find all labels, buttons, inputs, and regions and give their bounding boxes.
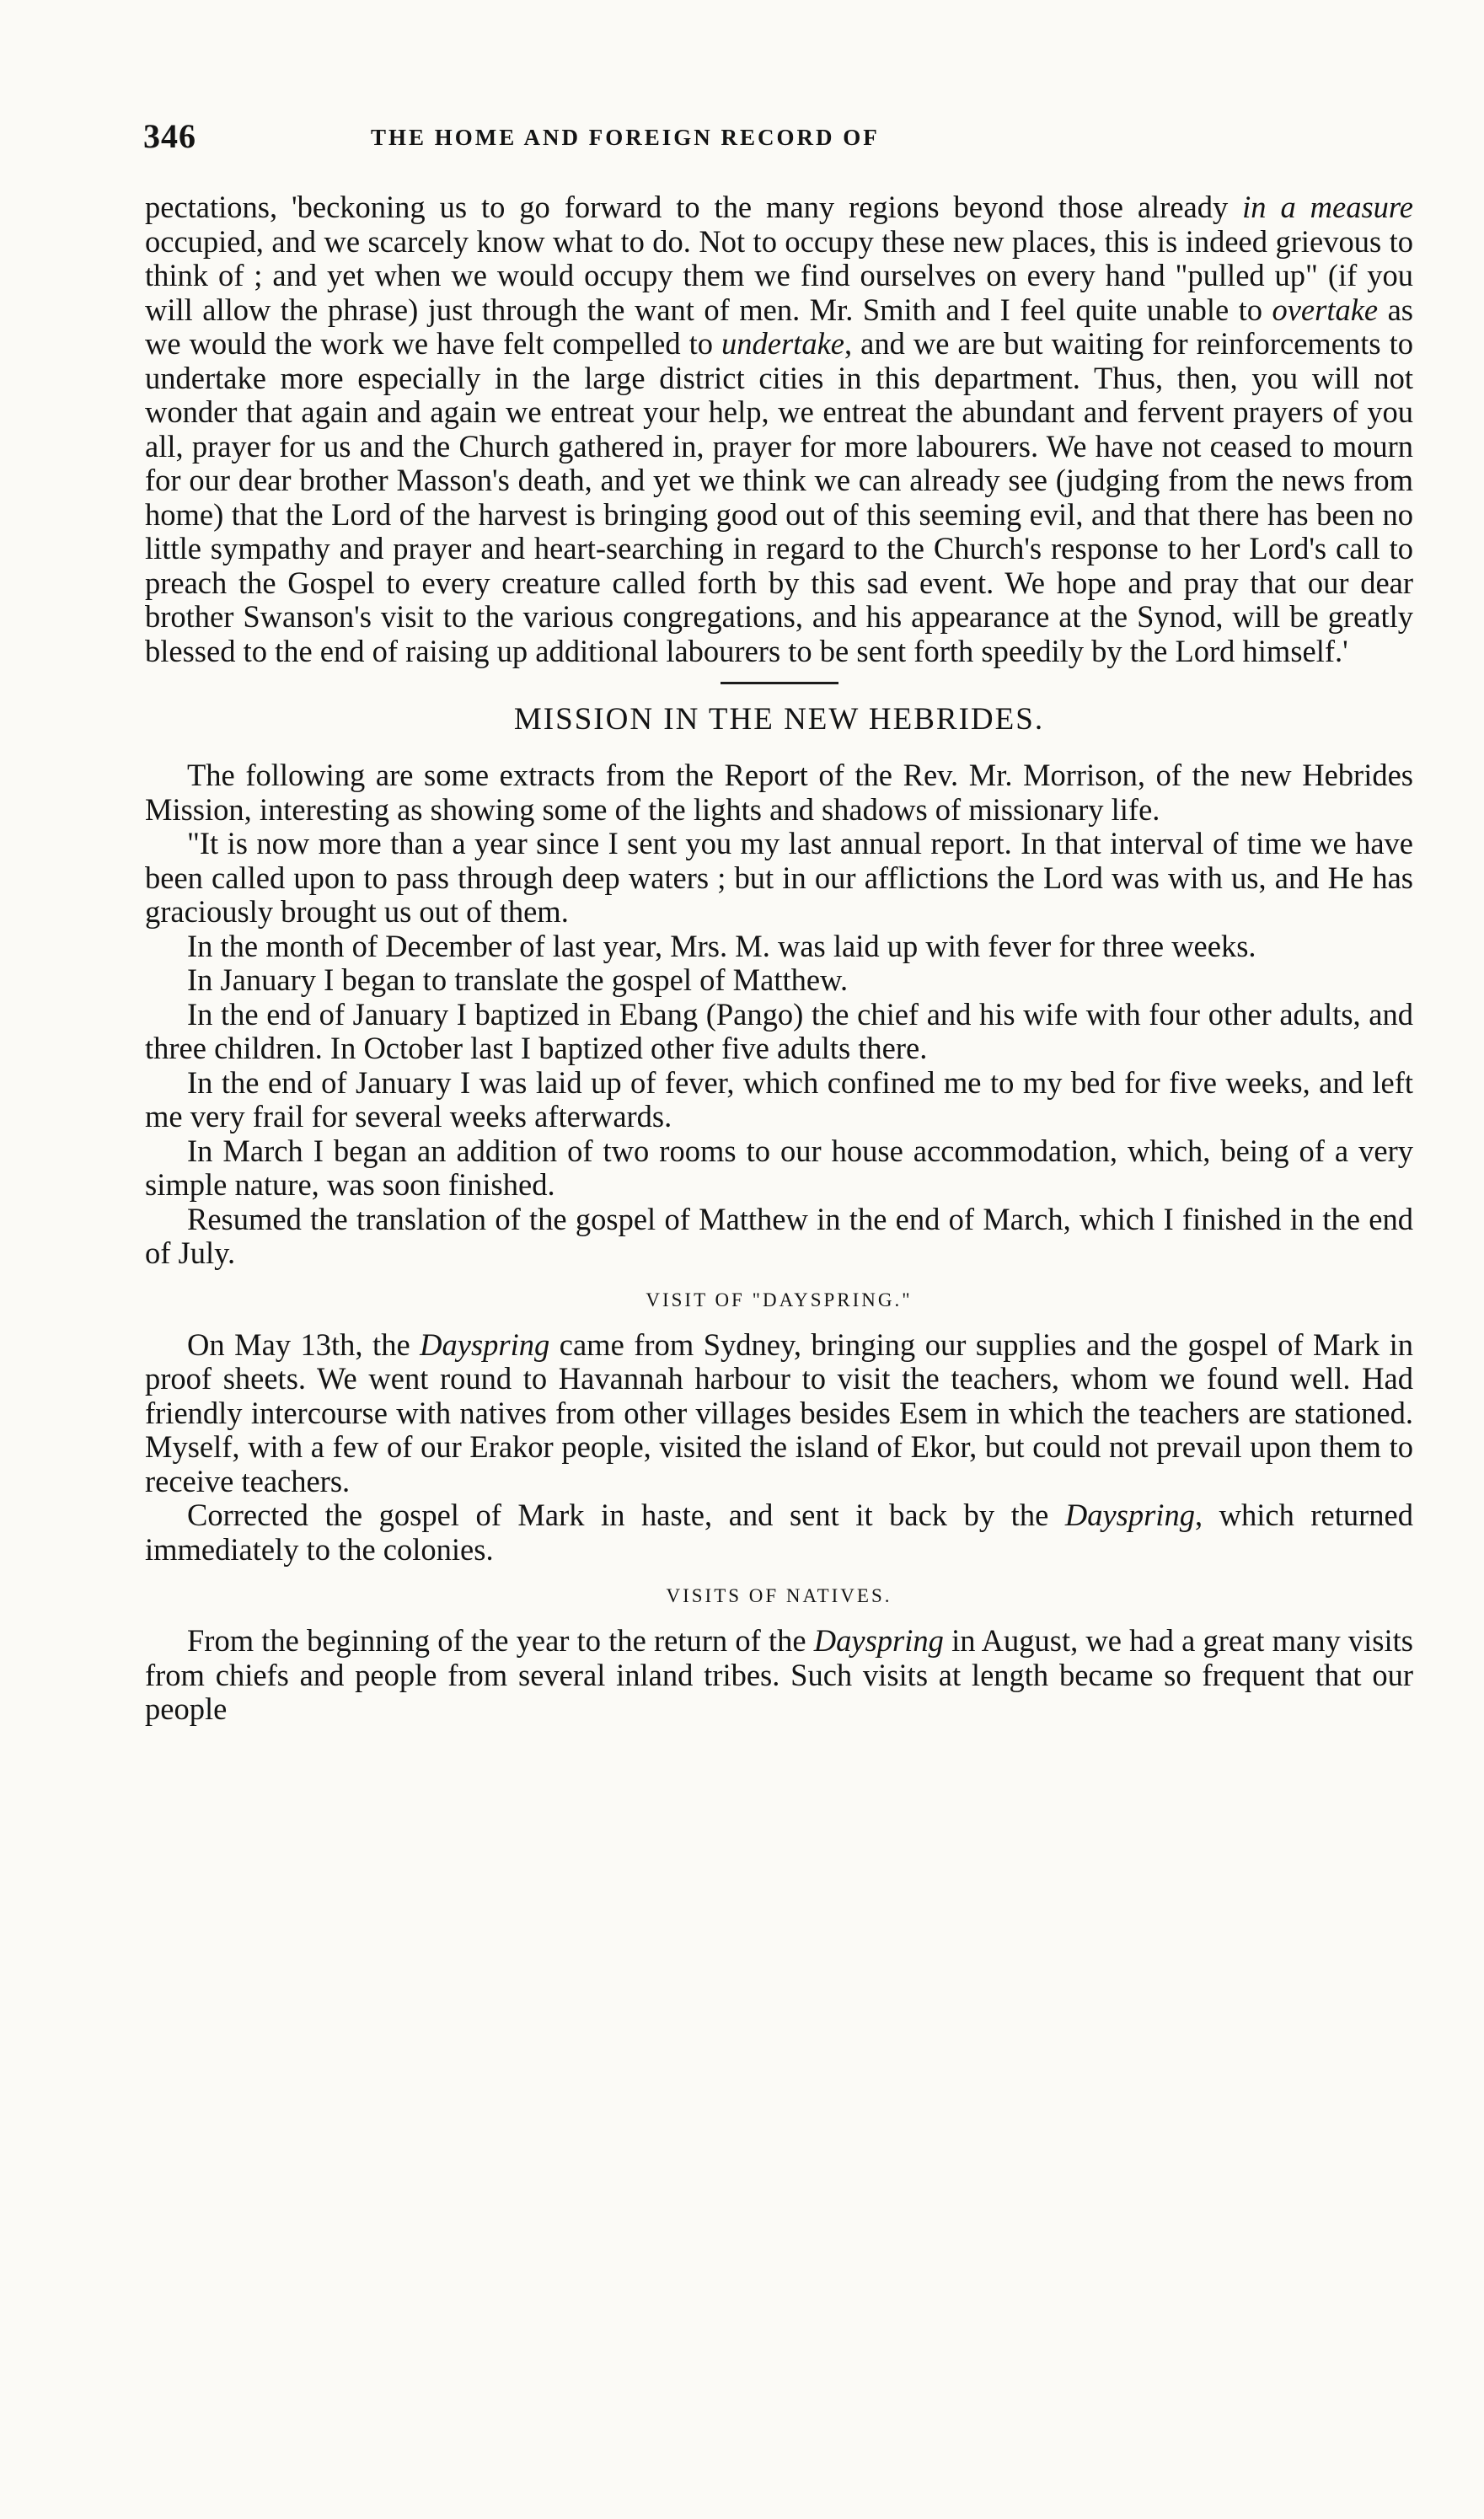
section-paragraph: In January I began to translate the gospel of Matthew. (187, 962, 849, 997)
intro-emphasis-2: overtake (1272, 292, 1379, 327)
section-title: MISSION IN THE NEW HEBRIDES. (513, 702, 1045, 737)
intro-emphasis-1: in a measure (1242, 190, 1413, 224)
natives-text-2: in August, we had a great many visits from chiefs and people from several inland tribes. Such visits at length became so frequent that our people (145, 1623, 1413, 1726)
intro-text-3: as we would the work we have felt compelled to (145, 292, 1414, 361)
natives-paragraph (145, 1624, 1413, 1727)
section-paragraph: In March I began an addition of two rooms to our house accommodation, which, being of a very simple nature, was soon finished. (145, 1133, 1413, 1202)
intro-emphasis-3: undertake (721, 326, 844, 361)
intro-text-4: , and we are but waiting for reinforcements to undertake more especially in the large district cities in this department. Thus, then, you will not wonder that again and again we entreat your help, we entreat the abundant and fervent prayers of you all, prayer for us and the Church gathered in, prayer for more labourers. We have not ceased to mourn for our dear brother Masson's death, and yet we think we can already see (judging from the news from home) that the Lord of the harvest is bringing good out of this seeming evil, and that there has been no little sympathy and prayer and heart-searching in regard to the Church's response to her Lord's call to preach the Gospel to every creature called forth by this sad event. We hope and pray that our dear brother Swanson's visit to the various congregations, and his appearance at the Synod, will be greatly blessed to the end of raising up additional labourers to be sent forth speedily by the Lord himself.' (145, 326, 1413, 668)
section-paragraph: In the end of January I was laid up of fever, which confined me to my bed for five weeks, and left me very frail for several weeks afterwards. (145, 1064, 1413, 1134)
dayspring-emphasis-2: Dayspring (1064, 1498, 1195, 1532)
dayspring-text-1: On May 13th, the (187, 1326, 421, 1362)
running-head: THE HOME AND FOREIGN RECORD OF (371, 125, 880, 150)
page-header (143, 116, 1424, 167)
section-paragraph: In the month of December of last year, Mrs. M. was laid up with fever for three weeks. (187, 928, 1256, 963)
dayspring-emphasis-1: Dayspring (420, 1326, 550, 1362)
intro-text-1: pectations, 'beckoning us to go forward to the many regions beyond those already (145, 190, 1243, 224)
section-paragraph: In the end of January I baptized in Ebang (Pango) the chief and his wife with four other adults, and three children. In October last I baptized other five adults there. (145, 996, 1413, 1065)
dayspring-text-3: Corrected the gospel of Mark in haste, and sent it back by the (187, 1498, 1065, 1532)
dayspring-text-4: , which returned immediately to the colonies. (145, 1498, 1414, 1567)
intro-text-2: occupied, and we scarcely know what to do. Not to occupy these new places, this is indeed grievous to think of ; and yet when we would occupy them we find ourselves on every hand "pulled up" (if you will allow the phrase) just through the want of men. Mr. Smith and I feel quite unable to (145, 223, 1413, 327)
dayspring-paragraph-2 (145, 1498, 1413, 1567)
page-number: 346 (143, 117, 196, 155)
dayspring-heading: VISIT OF "DAYSPRING." (646, 1289, 913, 1310)
text-column (145, 190, 1413, 1727)
section-paragraph: "It is now more than a year since I sent you my last annual report. In that interval of time we have been called upon to pass through deep waters ; but in our afflictions the Lord was with us, and He has graciously brought us out of them. (145, 826, 1413, 929)
dayspring-paragraph-1 (145, 1328, 1413, 1499)
natives-emphasis: Dayspring (813, 1623, 944, 1658)
natives-text-1: From the beginning of the year to the return of the (187, 1623, 814, 1658)
intro-paragraph (145, 190, 1413, 668)
section-paragraph: Resumed the translation of the gospel of Matthew in the end of March, which I finished in the end of July. (145, 1201, 1413, 1270)
dayspring-text-2: came from Sydney, bringing our supplies and the gospel of Mark in proof sheets. We went round to Havannah harbour to visit the teachers, whom we found well. Had friendly intercourse with natives from other villages besides Esem in which the teachers are stationed. Myself, with a few of our Erakor people, visited the island of Ekor, but could not prevail upon them to receive teachers. (145, 1326, 1413, 1498)
natives-heading: VISITS OF NATIVES. (666, 1585, 892, 1606)
section-paragraph: The following are some extracts from the Report of the Rev. Mr. Morrison, of the new Hebrides Mission, interesting as showing some of the lights and shadows of missionary life. (145, 758, 1413, 827)
section-divider (721, 682, 838, 684)
